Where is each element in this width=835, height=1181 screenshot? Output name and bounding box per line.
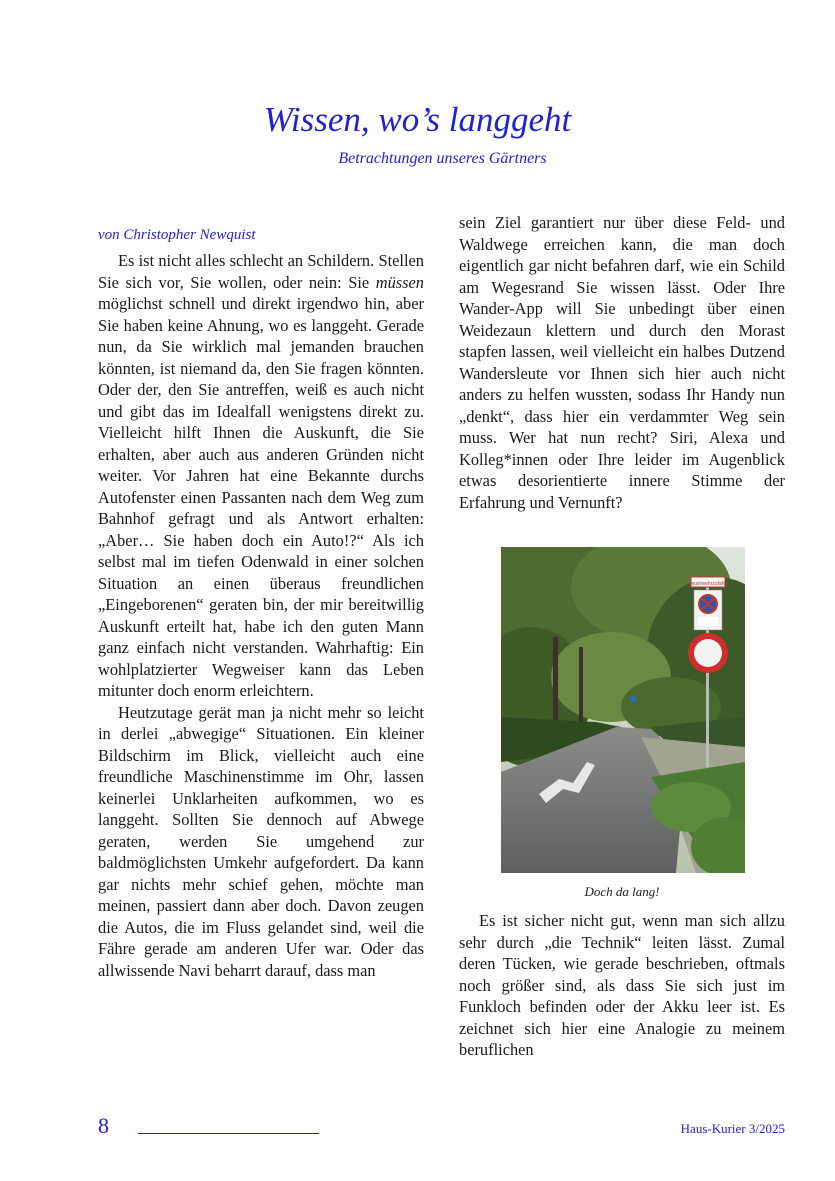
right-paragraph-1: sein Ziel garantiert nur über diese Feld- und Waldwege erreichen kann, die man doch eigentlich gar nicht befahren darf, wie ein Schild am Wegesrand Sie wissen lässt. Oder Ihre Wander-App will Sie unbedingt über einen Weidezaun klettern und durch den Morast stapfen lassen, weil vielleicht ein halbes Dutzend Wandersleute vor Ihnen sich hier auch nicht anders zu helfen wussten, sodass Ihr Handy nun „denkt“, dass hier ein verdammter Weg sein muss. Wer hat nun recht? Siri, Alexa und Kolleg*innen oder Ihre leider im Augenblick etwas desorientierte innere Stimme der Erfahrung und Vernunft? xyxy=(459,213,785,512)
left-paragraph-1 xyxy=(98,250,424,702)
right-paragraph-2: Es ist sicher nicht gut, wenn man sich allzu sehr durch „die Technik“ leiten lässt. Zumal deren Tücken, wie gerade beschrieben, oftmals noch größer sind, als dass Sie sich just im Funkloch befinden oder der Akku leer ist. Es zeichnet sich hier eine Analogie zu meinem beruflichen xyxy=(459,911,785,1059)
footer-rule xyxy=(138,1133,319,1134)
article-subtitle: Betrachtungen unseres Gärtners xyxy=(338,150,547,167)
figure-caption: Doch da lang! xyxy=(584,884,660,899)
page-number: 8 xyxy=(98,1113,109,1138)
left-paragraph-1-b: möglichst schnell und direkt irgendwo hin, aber Sie haben keine Ahnung, wo es langgeht. Gerade nun, da Sie wirklich mal jemanden brauchen könnten, ist niemand da, den Sie fragen könnten. Oder der, den Sie antreffen, weiß es auch nicht und gibt das im Idealfall wenigstens direkt zu. Vielleicht hilft Ihnen die Auskunft, die Sie erhalten, aber auch aus anderen Gründen nicht weiter. Vor Jahren hat eine Bekannte durchs Autofenster einen Passanten nach dem Weg zum Bahnhof gefragt und als Antwort erhalten: „Aber… Sie haben doch ein Auto!?“ Als ich selbst mal im tiefen Odenwald in einer solchen Situation an einen überaus freundlichen „Eingeborenen“ geraten bin, der mir bereitwillig Auskunft erteilt hat, habe ich den guten Mann ganz einfach nicht verstanden. Wahrhaftig: Ein wohlplatzierter Wegweiser kann das Leben mitunter doch enorm erleichtern. xyxy=(98,294,424,700)
article-title: Wissen, wo’s langgeht xyxy=(263,100,572,139)
right-column-top xyxy=(459,212,785,513)
sign-label: Feuerwehrzufahrt xyxy=(688,581,728,587)
emphasis-muessen: müssen xyxy=(375,272,424,292)
left-column xyxy=(98,224,424,981)
road-photo xyxy=(501,547,745,873)
publication-name: Haus-Kurier 3/2025 xyxy=(680,1121,785,1136)
figure-photo xyxy=(501,547,745,873)
left-paragraph-1-a: Es ist nicht alles schlecht an Schildern. Stellen Sie sich vor, Sie wollen, oder nein: Sie xyxy=(98,251,424,292)
left-paragraph-2: Heutzutage gerät man ja nicht mehr so leicht in derlei „abwegige“ Situationen. Ein kleiner Bildschirm im Blick, vielleicht auch eine freundliche Maschinenstimme im Ohr, lassen keinerlei Unklarheiten aufkommen, wo es langgeht. Sollten Sie dennoch auf Abwege geraten, werden Sie umgehend zur baldmöglichsten Umkehr aufgefordert. Da kann gar nichts mehr schief gehen, möchte man meinen, passiert dann aber doch. Davon zeugen die Autos, die im Fluss gelandet sind, weil die Fähre gerade am anderen Ufer war. Oder das allwissende Navi beharrt darauf, dass man xyxy=(98,702,424,980)
right-column-bottom xyxy=(459,910,785,1061)
byline: von Christopher Newquist xyxy=(98,227,256,243)
